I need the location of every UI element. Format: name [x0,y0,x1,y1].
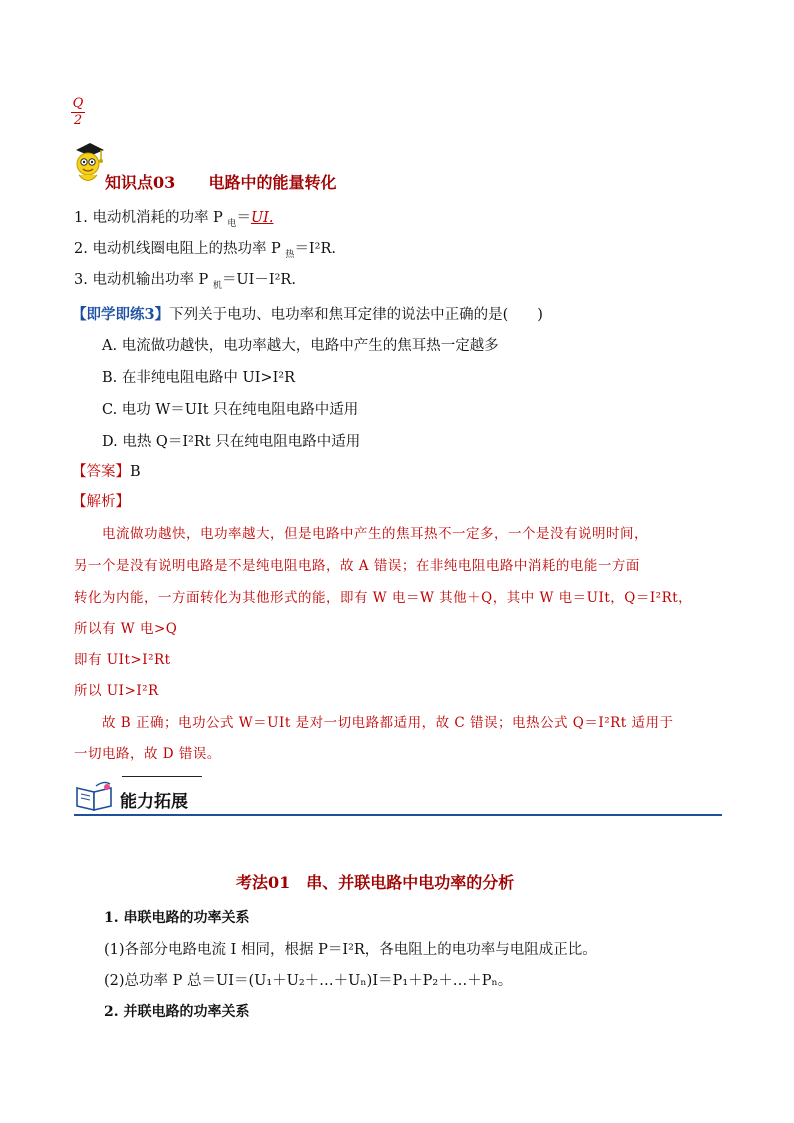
answer-value: B [130,464,141,480]
book-icon [74,780,116,812]
analysis-line: 即有 UIt>I²Rt [74,652,171,668]
graduate-mascot-icon [70,140,106,186]
analysis-line: 另一个是没有说明电路是不是纯电阻电路，故 A 错误；在非纯电阻电路中消耗的电能一方面 [74,558,640,574]
option-c: C. 电功 W＝UIt 只在纯电阻电路中适用 [102,402,359,418]
option-b: B. 在非纯电阻电路中 UI>I²R [102,370,296,386]
exercise-tag: 【即学即练3】 [72,306,170,323]
method-line: (2)总功率 P 总＝UI＝(U₁＋U₂＋…＋Uₙ)I＝P₁＋P₂＋…＋Pₙ。 [104,973,513,989]
answer-label: 【答案】 [72,464,130,480]
knowledge-point-number: 知识点03 [105,173,176,192]
list-item-text: 2. 电动机线圈电阻上的热功率 P [74,241,286,257]
list-item-rest: ＝UI－I²R. [221,272,296,288]
knowledge-point-title [105,170,336,193]
analysis-label: 【解析】 [72,494,130,510]
analysis-line: 所以有 W 电>Q [74,621,178,637]
list-item-text: 1. 电动机消耗的功率 P [74,210,228,226]
list-item [74,206,274,227]
list-item-text: 3. 电动机输出功率 P [74,272,213,288]
fraction-denominator: 2 [73,113,83,128]
list-item-sub: 电 [227,218,237,229]
exercise-question-text: 下列关于电功、电功率和焦耳定律的说法中正确的是( ) [169,307,543,323]
method-line: 2. 并联电路的功率关系 [104,1004,250,1020]
list-item-sub: 机 [212,280,222,291]
fraction-numerator: Q [72,96,84,111]
analysis-line: 故 B 正确；电功公式 W＝UIt 是对一切电路都适用，故 C 错误；电热公式 Q＝I²Rt 适用于 [102,715,674,731]
list-item [74,268,296,289]
method-line: 1. 串联电路的功率关系 [104,910,250,926]
exercise-question [72,303,543,324]
method-title: 考法01 串、并联电路中电功率的分析 [236,873,515,892]
section-blue-rule [74,814,722,816]
list-item [74,237,336,258]
answer-row [72,460,141,481]
option-d: D. 电热 Q＝I²Rt 只在纯电阻电路中适用 [102,434,361,450]
list-item-rest: ＝I²R. [294,241,337,257]
analysis-line: 转化为内能，一方面转化为其他形式的能，即有 W 电＝W 其他＋Q，其中 W 电＝UIt，Q＝I²Rt， [74,590,693,606]
fraction-q-over-2 [71,96,85,128]
method-line: (1)各部分电路电流 I 相同，根据 P＝I²R，各电阻上的电功率与电阻成正比。 [104,942,597,958]
analysis-line: 电流做功越快，电功率越大，但是电路中产生的焦耳热不一定多，一个是没有说明时间， [102,526,648,542]
knowledge-point-name: 电路中的能量转化 [208,173,337,192]
fill-answer: UI. [250,210,274,226]
section-top-rule [122,776,202,777]
analysis-line: 一切电路，故 D 错误。 [74,746,221,762]
list-item-sub: 热 [285,249,295,260]
option-a: A. 电流做功越快，电功率越大，电路中产生的焦耳热一定越多 [102,338,499,354]
analysis-line: 所以 UI>I²R [74,683,159,699]
section-title: 能力拓展 [120,792,188,812]
list-item-rest: ＝ [236,210,251,226]
